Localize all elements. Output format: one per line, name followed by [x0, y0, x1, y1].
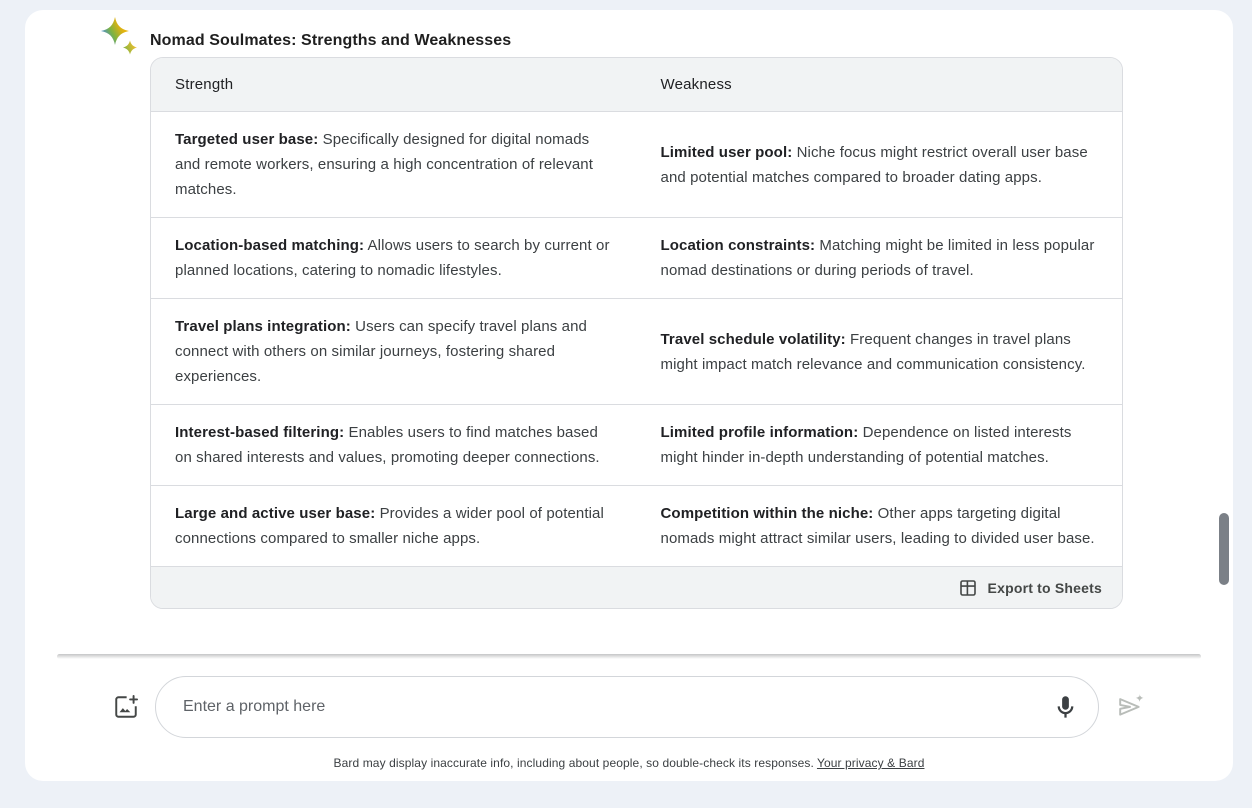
prompt-input[interactable]	[183, 698, 1048, 716]
comparison-table	[150, 57, 1123, 609]
table-row	[151, 112, 1122, 218]
cell-desc: Enables users to find matches based on shared interests and values, promoting deeper connections.	[175, 424, 600, 466]
prompt-bar	[113, 676, 1145, 738]
scroll-divider	[57, 654, 1201, 659]
cell-term: Limited profile information:	[660, 424, 859, 441]
cell-term: Large and active user base:	[175, 505, 376, 522]
cell-term: Limited user pool:	[660, 143, 793, 161]
cell-desc: Users can specify travel plans and connect with others on similar journeys, fostering shared experiences.	[175, 318, 587, 385]
cell-term: Travel schedule volatility:	[660, 330, 846, 348]
cell-desc: Dependence on listed interests might hinder in-depth understanding of potential matches.	[660, 424, 1072, 466]
cell-term: Location constraints:	[660, 237, 816, 254]
cell-desc: Allows users to search by current or planned locations, catering to nomadic lifestyles.	[175, 237, 610, 279]
weakness-cell	[637, 486, 1123, 567]
cell-term: Competition within the niche:	[660, 505, 874, 522]
weakness-cell	[637, 218, 1123, 299]
table-grid-icon	[959, 579, 977, 597]
weakness-cell	[637, 405, 1123, 486]
prompt-input-container[interactable]	[155, 676, 1099, 738]
cell-desc: Matching might be limited in less popular nomad destinations or during periods of travel.	[660, 237, 1095, 279]
column-header-weakness: Weakness	[637, 58, 1123, 112]
mic-button[interactable]	[1048, 690, 1082, 724]
bard-sparkle-icon	[99, 16, 143, 60]
cell-desc: Specifically designed for digital nomads and remote workers, ensuring a high concentration of relevant matches.	[175, 131, 593, 198]
strength-cell	[151, 405, 637, 486]
add-image-icon	[113, 694, 139, 720]
cell-term: Interest-based filtering:	[175, 424, 345, 441]
cell-term: Location-based matching:	[175, 237, 365, 254]
cell-desc: Niche focus might restrict overall user base and potential matches compared to broader dating apps.	[660, 143, 1088, 186]
export-to-sheets-button[interactable]	[959, 579, 1102, 597]
cell-desc: Other apps targeting digital nomads might attract similar users, leading to divided user base.	[660, 505, 1095, 547]
export-label: Export to Sheets	[987, 579, 1102, 596]
table-footer	[151, 566, 1122, 608]
table-header-row	[151, 58, 1122, 112]
cell-desc: Provides a wider pool of potential connections compared to smaller niche apps.	[175, 505, 604, 547]
cell-desc: Frequent changes in travel plans might impact match relevance and communication consistency.	[660, 330, 1086, 373]
disclaimer	[25, 756, 1233, 770]
disclaimer-text: Bard may display inaccurate info, including about people, so double-check its responses.	[333, 756, 814, 770]
add-image-button[interactable]	[113, 694, 139, 720]
weakness-cell	[637, 299, 1123, 405]
cell-term: Targeted user base:	[175, 131, 319, 148]
mic-icon	[1052, 694, 1079, 721]
strength-cell	[151, 112, 637, 218]
strength-cell	[151, 299, 637, 405]
privacy-link[interactable]: Your privacy & Bard	[816, 756, 925, 770]
scrollbar-thumb[interactable]	[1219, 513, 1229, 585]
strength-cell	[151, 218, 637, 299]
table-row	[151, 218, 1122, 299]
column-header-strength: Strength	[151, 58, 637, 112]
strength-cell	[151, 486, 637, 567]
weakness-cell	[637, 112, 1123, 218]
page-title: Nomad Soulmates: Strengths and Weaknesses	[150, 32, 512, 49]
cell-term: Travel plans integration:	[175, 318, 351, 335]
table-row	[151, 299, 1122, 405]
table-row	[151, 486, 1122, 567]
send-button[interactable]	[1115, 692, 1145, 722]
send-sparkle-icon	[1115, 692, 1145, 722]
chat-panel	[25, 10, 1233, 781]
table-row	[151, 405, 1122, 486]
